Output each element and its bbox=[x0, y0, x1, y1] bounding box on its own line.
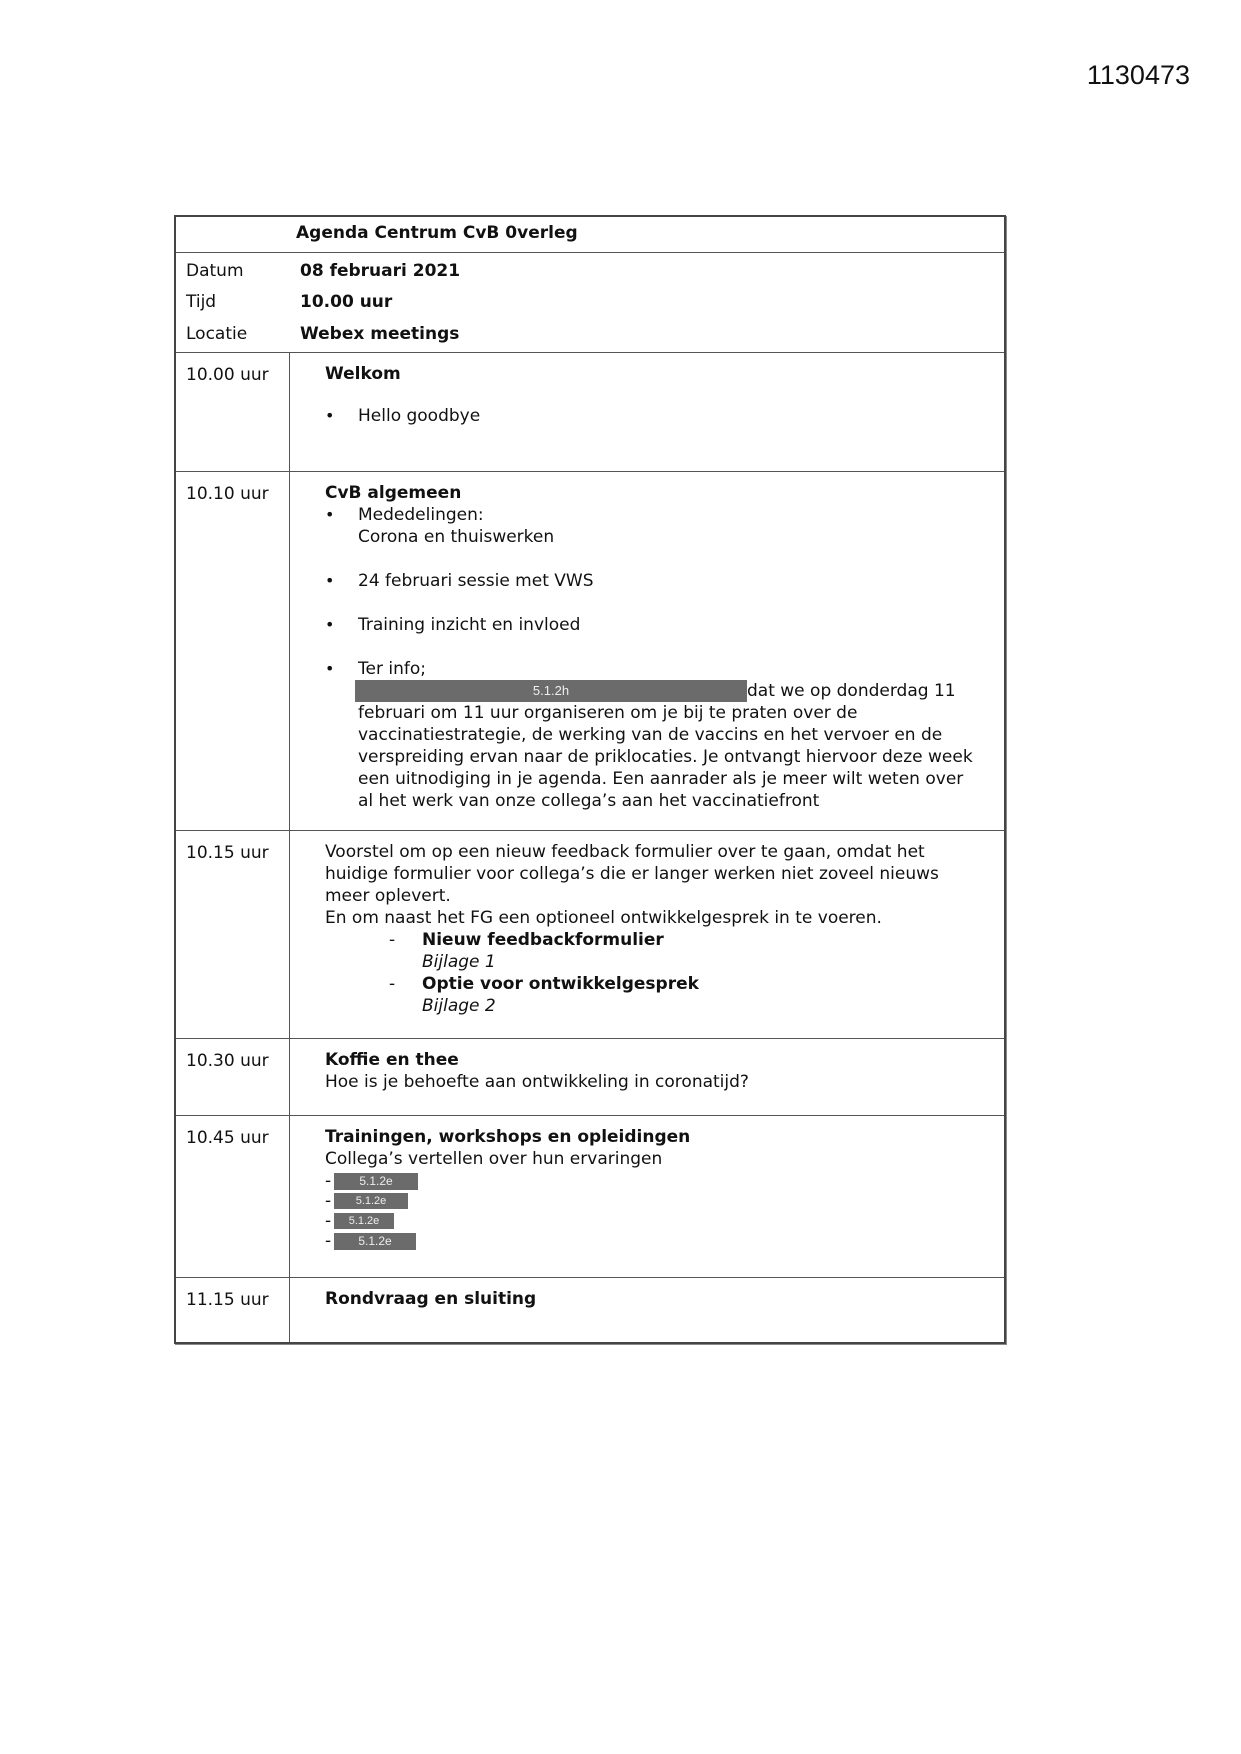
bullet-text: • Ter info; bbox=[358, 659, 426, 679]
sub-item-title: Optie voor ontwikkelgesprek bbox=[422, 974, 699, 994]
sub-item bbox=[325, 973, 984, 1017]
agenda-item bbox=[176, 831, 1004, 1039]
time-label: Tijd bbox=[186, 292, 217, 312]
agenda-item bbox=[176, 472, 1004, 831]
redaction-block: 5.1.2e bbox=[334, 1173, 418, 1190]
item-time: 10.00 uur bbox=[176, 353, 290, 471]
dash-marker: - bbox=[389, 930, 396, 950]
location-value: Webex meetings bbox=[300, 324, 460, 344]
dash-marker: - bbox=[325, 1171, 332, 1191]
sub-item bbox=[325, 929, 984, 973]
item-title: Koffie en thee bbox=[325, 1050, 459, 1070]
item-text: En om naast het FG een optioneel ontwikkelgesprek in te voeren. bbox=[325, 908, 882, 928]
bullet-text: • Mededelingen: bbox=[358, 505, 484, 525]
item-content bbox=[290, 472, 1004, 830]
redacted-name-line bbox=[325, 1230, 984, 1250]
item-title: CvB algemeen bbox=[325, 483, 462, 503]
agenda-item bbox=[176, 1278, 1004, 1342]
item-content bbox=[290, 1278, 1004, 1342]
agenda-item bbox=[176, 1116, 1004, 1278]
redacted-name-line bbox=[325, 1170, 984, 1190]
bullet-item: • Hello goodbye bbox=[325, 405, 984, 427]
bullet-item: • Training inzicht en invloed bbox=[325, 614, 984, 636]
location-label: Locatie bbox=[186, 324, 248, 344]
item-time: 10.45 uur bbox=[176, 1116, 290, 1277]
bullet-item bbox=[325, 658, 984, 812]
item-text: Voorstel om op een nieuw feedback formulier over te gaan, omdat het huidige formulier voor collega’s die er langer werken niet zoveel nieuws meer oplevert. bbox=[325, 842, 939, 906]
item-time: 10.30 uur bbox=[176, 1039, 290, 1115]
item-title: Trainingen, workshops en opleidingen bbox=[325, 1127, 691, 1147]
sub-item-title: Nieuw feedbackformulier bbox=[422, 930, 664, 950]
attachment-label: Bijlage 2 bbox=[422, 996, 496, 1016]
bullet-text: Corona en thuiswerken bbox=[358, 527, 555, 547]
dash-marker: - bbox=[325, 1211, 332, 1231]
document-id: 1130473 bbox=[1086, 60, 1190, 90]
meeting-details bbox=[176, 253, 1004, 353]
attachment-label: Bijlage 1 bbox=[422, 952, 496, 972]
bullet-item: • 24 februari sessie met VWS bbox=[325, 570, 984, 592]
time-value: 10.00 uur bbox=[300, 292, 393, 312]
dash-marker: - bbox=[325, 1191, 332, 1211]
item-time: 10.15 uur bbox=[176, 831, 290, 1038]
redacted-name-line bbox=[325, 1190, 984, 1210]
bullet-item bbox=[325, 504, 984, 548]
bullet-text: februari om 11 uur organiseren om je bij te praten over de vaccinatiestrategie, de werking van de vaccins en het vervoer en de verspreiding ervan naar de priklocaties. Je ontvangt hiervoor deze week een uitnodiging in je agenda. Een aanrader als je meer wilt weten over al het werk van onze collega’s aan het vaccinatiefront bbox=[358, 703, 973, 811]
item-time: 11.15 uur bbox=[176, 1278, 290, 1342]
dash-marker: - bbox=[389, 974, 396, 994]
item-content bbox=[290, 353, 1004, 471]
redacted-name-line bbox=[325, 1210, 984, 1230]
redaction-block: 5.1.2e bbox=[334, 1213, 394, 1229]
agenda-title: Agenda Centrum CvB 0verleg bbox=[296, 223, 578, 243]
date-label: Datum bbox=[186, 261, 244, 281]
agenda-item bbox=[176, 353, 1004, 472]
dash-marker: - bbox=[325, 1231, 332, 1251]
bullet-text: dat we op donderdag 11 bbox=[747, 681, 956, 701]
item-text: Hoe is je behoefte aan ontwikkeling in coronatijd? bbox=[325, 1072, 749, 1092]
date-value: 08 februari 2021 bbox=[300, 261, 461, 281]
agenda-table bbox=[174, 215, 1006, 1344]
redaction-block: 5.1.2e bbox=[334, 1193, 408, 1209]
location-row bbox=[186, 323, 1004, 347]
item-content bbox=[290, 1116, 1004, 1277]
agenda-item bbox=[176, 1039, 1004, 1116]
item-title: Rondvraag en sluiting bbox=[325, 1289, 537, 1309]
item-text: Collega’s vertellen over hun ervaringen bbox=[325, 1149, 663, 1169]
item-title: Welkom bbox=[325, 364, 401, 384]
redacted-line bbox=[355, 680, 984, 702]
redaction-block: 5.1.2h bbox=[355, 680, 747, 702]
time-row bbox=[186, 291, 1004, 315]
item-content bbox=[290, 1039, 1004, 1115]
item-content bbox=[290, 831, 1004, 1038]
date-row bbox=[186, 260, 1004, 284]
agenda-header bbox=[176, 217, 1004, 253]
redaction-block: 5.1.2e bbox=[334, 1233, 416, 1250]
item-time: 10.10 uur bbox=[176, 472, 290, 830]
